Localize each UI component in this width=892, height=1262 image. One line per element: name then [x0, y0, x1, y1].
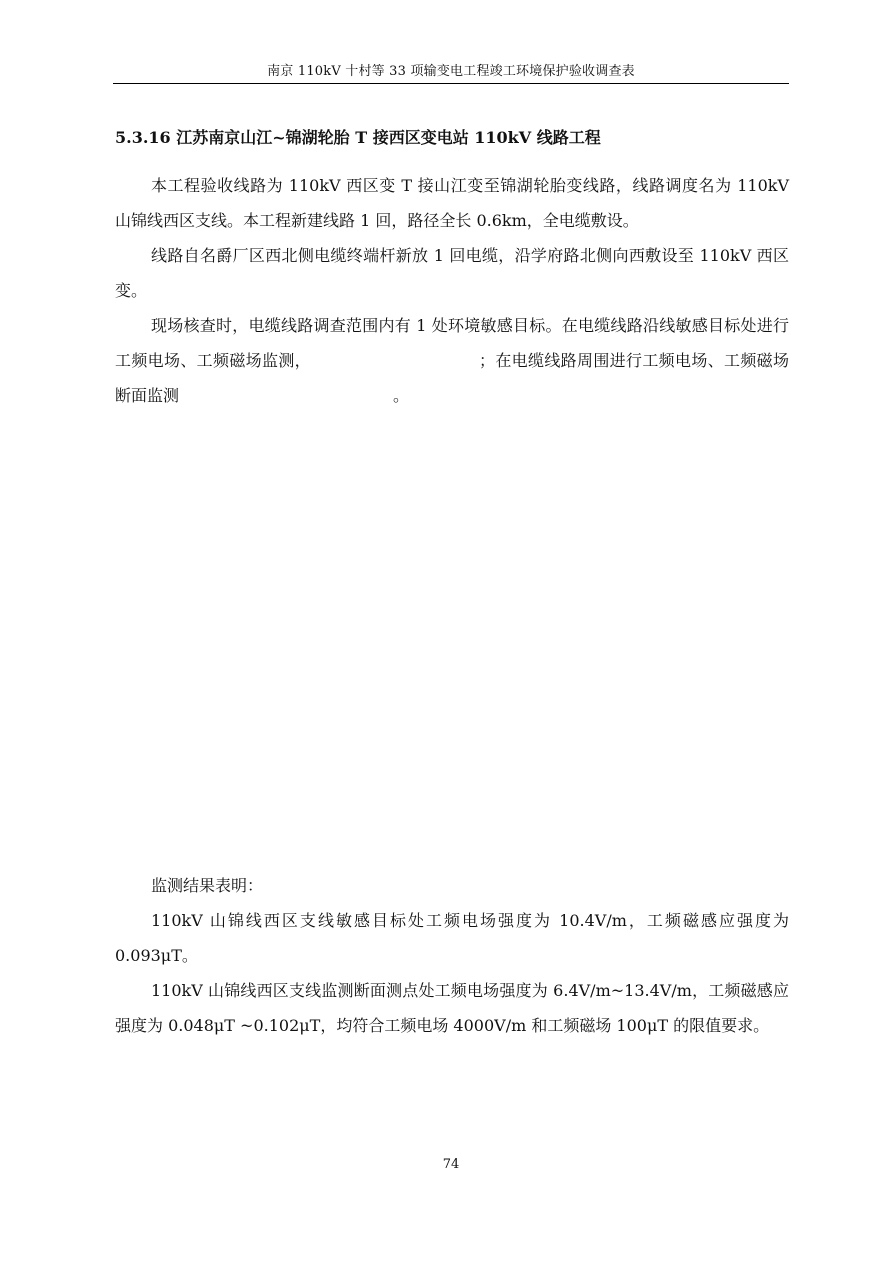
- paragraph-results-intro: 监测结果表明：: [151, 876, 264, 895]
- page-header: 南京 110kV 十村等 33 项输变电工程竣工环境保护验收调查表: [267, 64, 635, 79]
- monitoring-text-part1: 现场核查时，电缆线路调查范围内有 1 处环境敏感目标。在电缆线路沿线敏感目标处进行工频电场、工频磁场监测，: [115, 316, 789, 370]
- header-divider: [113, 83, 789, 84]
- paragraph-monitoring: [115, 308, 789, 413]
- paragraph-sensitive-target-result: 110kV 山锦线西区支线敏感目标处工频电场强度为 10.4V/m，工频磁感应强度为 0.093μT。: [115, 911, 789, 965]
- body-text-bottom: [115, 868, 789, 1043]
- monitoring-text-part2: ；在电缆线路周围进行工频电场、工频磁场断面监测: [115, 351, 789, 405]
- page-number: 74: [442, 1157, 460, 1172]
- body-text-top: [115, 168, 789, 413]
- paragraph-section-result: 110kV 山锦线西区支线监测断面测点处工频电场强度为 6.4V/m~13.4V/m，工频磁感应强度为 0.048μT ~0.102μT，均符合工频电场 4000V/m 和工频磁场 100μT 的限值要求。: [115, 981, 789, 1035]
- section-title: 5.3.16 江苏南京山江~锦湖轮胎 T 接西区变电站 110kV 线路工程: [115, 128, 601, 147]
- monitoring-text-part3: 。: [393, 386, 410, 405]
- paragraph-route: 线路自名爵厂区西北侧电缆终端杆新放 1 回电缆，沿学府路北侧向西敷设至 110kV 西区变。: [115, 246, 789, 300]
- paragraph-project-overview: 本工程验收线路为 110kV 西区变 T 接山江变至锦湖轮胎变线路，线路调度名为 110kV 山锦线西区支线。本工程新建线路 1 回，路径全长 0.6km，全电缆敷设。: [115, 176, 789, 230]
